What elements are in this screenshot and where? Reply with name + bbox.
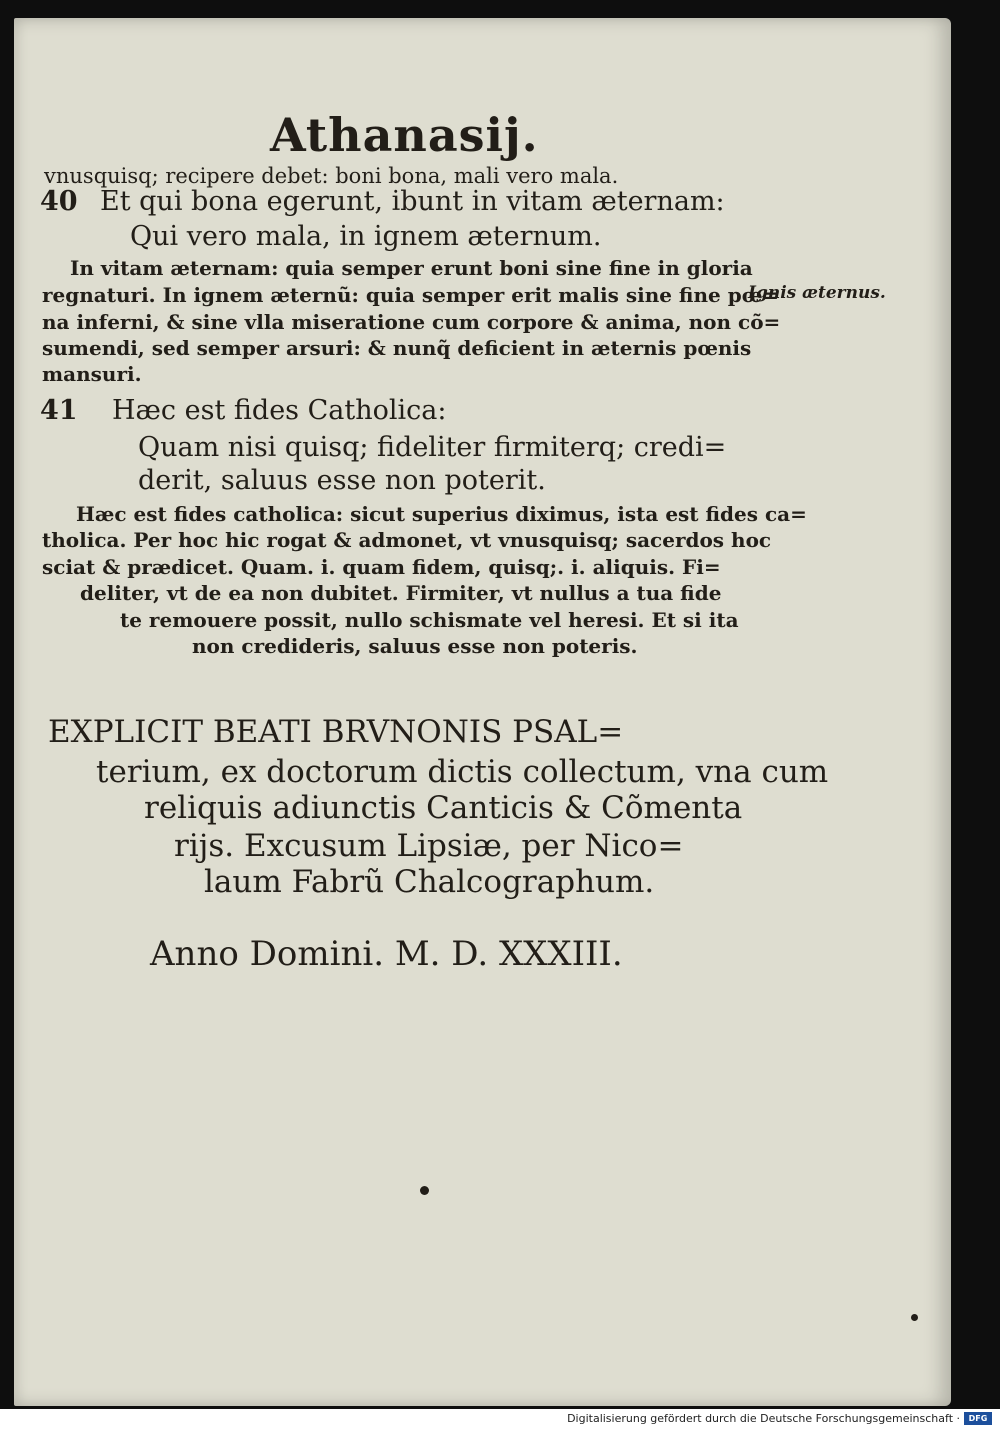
colophon-line: terium, ex doctorum dictis collectum, vna cum — [96, 754, 829, 790]
verse-line: derit, saluus esse non poterit. — [138, 465, 546, 496]
colophon-line: laum Fabrũ Chalcographum. — [204, 864, 655, 900]
margin-note: Ignis æternus. — [748, 283, 886, 303]
commentary-line: Hæc est fides catholica: sicut superius diximus, ista est fides ca= — [76, 502, 807, 526]
colophon-line: reliquis adiunctis Canticis & Cõmenta — [144, 790, 743, 826]
verse-number: 40 — [40, 186, 78, 217]
commentary-line: non credideris, saluus esse non poteris. — [192, 634, 638, 658]
commentary-line: sciat & prædicet. Quam. i. quam fidem, quisq;. i. aliquis. Fi= — [42, 555, 721, 579]
verse-line: Qui vero mala, in ignem æternum. — [130, 221, 602, 252]
date-line: Anno Domini. M. D. XXXIII. — [150, 934, 623, 974]
colophon-line: rijs. Excusum Lipsiæ, per Nico= — [174, 828, 684, 864]
commentary-line: na inferni, & sine vlla miseratione cum corpore & anima, non cõ= — [42, 310, 781, 334]
ornament-dot — [420, 1186, 429, 1195]
book-page — [14, 18, 951, 1406]
colophon-line: EXPLICIT BEATI BRVNONIS PSAL= — [48, 714, 624, 750]
commentary-line: te remouere possit, nullo schismate vel heresi. Et si ita — [120, 608, 739, 632]
commentary-line: In vitam æternam: quia semper erunt boni sine fine in gloria — [70, 256, 753, 280]
footer-bar — [0, 1409, 1000, 1429]
verse-number: 41 — [40, 395, 78, 426]
commentary-line: deliter, vt de ea non dubitet. Firmiter, vt nullus a tua fide — [80, 581, 722, 605]
ornament-dot — [911, 1314, 918, 1321]
running-head: Athanasij. — [270, 108, 539, 162]
text-line: vnusquisq; recipere debet: boni bona, mali vero mala. — [44, 164, 619, 188]
commentary-line: regnaturi. In ignem æternũ: quia semper erit malis sine fine pœ= — [42, 283, 780, 307]
commentary-line: tholica. Per hoc hic rogat & admonet, vt vnusquisq; sacerdos hoc — [42, 528, 772, 552]
verse-line: Quam nisi quisq; fideliter firmiterq; credi= — [138, 432, 727, 463]
verse-line: Et qui bona egerunt, ibunt in vitam æternam: — [100, 186, 725, 217]
dfg-logo-icon: DFG — [964, 1412, 992, 1425]
commentary-line: mansuri. — [42, 362, 142, 386]
verse-line: Hæc est fides Catholica: — [112, 395, 447, 426]
commentary-line: sumendi, sed semper arsuri: & nunq̃ deficient in æternis pœnis — [42, 336, 752, 360]
footer-credit: Digitalisierung gefördert durch die Deutsche Forschungsgemeinschaft · — [567, 1412, 960, 1425]
